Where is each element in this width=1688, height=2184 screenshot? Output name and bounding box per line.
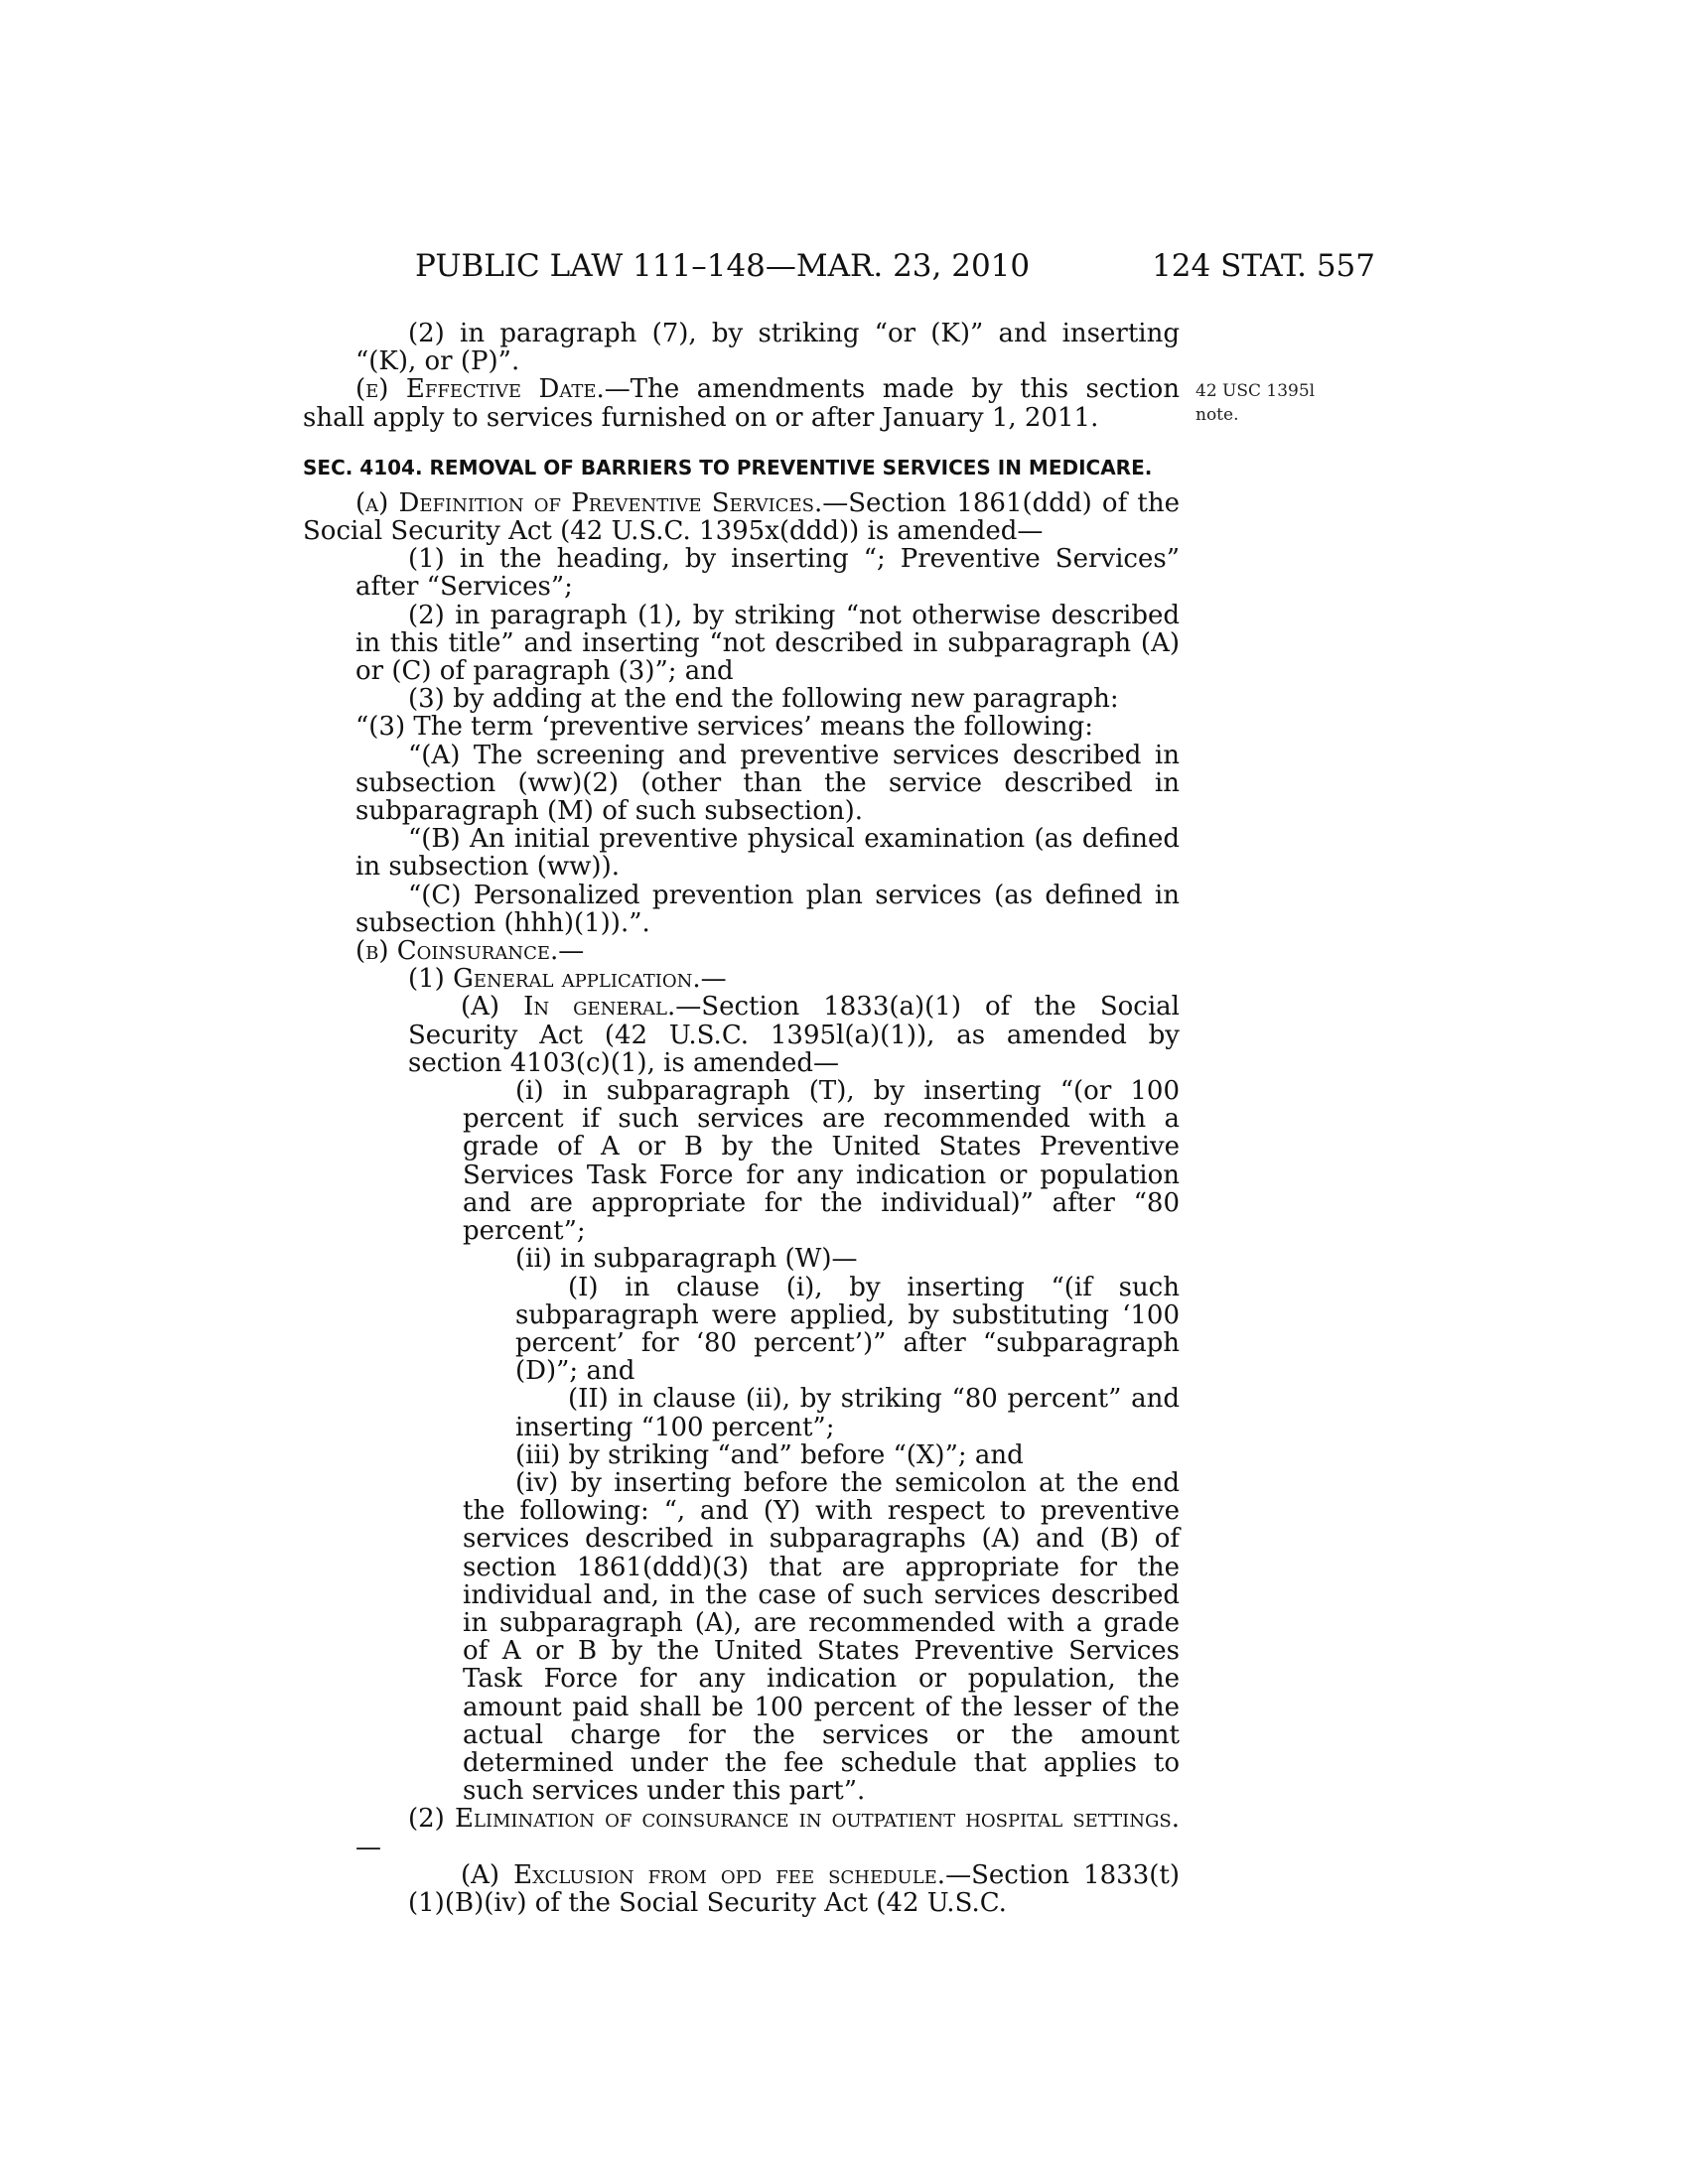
paragraph-text: —Section 1833(a)(1) of the Social Security Act (42 U.S.C. 1395l(a)(1)), as amended by section 4103(c)(1), is amended— [408, 992, 1180, 1078]
paragraph-coinsurance [303, 937, 1180, 965]
paragraph-in-general [303, 993, 1180, 1077]
paragraph: “(B) An initial preventive physical examination (as defined in subsection (ww)). [355, 824, 1180, 883]
paragraph: “(C) Personalized prevention plan services (as defined in subsection (hhh)(1)).”. [355, 880, 1180, 938]
running-head-title: PUBLIC LAW 111–148—MAR. 23, 2010 [415, 248, 1031, 284]
paragraph-general-application [303, 965, 1180, 993]
paragraph-label: (2) Elimination of coinsurance in outpatient hospital settings. [408, 1804, 1180, 1835]
paragraph-label: (b) Coinsurance. [355, 936, 559, 967]
paragraph-elimination [303, 1805, 1180, 1860]
margin-citation-code: 42 USC 1395l [1196, 381, 1316, 401]
margin-citation [1196, 379, 1344, 427]
paragraph-label: (a) Definition of Preventive Services. [355, 487, 823, 518]
paragraph-label: (A) In general. [461, 992, 676, 1023]
paragraph: (2) in paragraph (1), by striking “not otherwise described in this title” and inserting “not described in subparagraph (A) or (C) of paragraph (3)”; and [355, 600, 1180, 687]
paragraph-text: —Section 1833(t)(1)(B)(iv) of the Social Security Act (42 U.S.C. [408, 1859, 1180, 1918]
statute-text [303, 320, 1180, 1917]
paragraph-label: (1) General application. [408, 964, 701, 995]
paragraph: (iv) by inserting before the semicolon at the end the following: “, and (Y) with respect to preventive services described in subparagraphs (A) and (B) of section 1861(ddd)(3) that are appropriate for the individual and, in the case of such services described in subparagraph (A), are recommended with a grade of A or B by the United States Preventive Services Task Force for any indication or population, the amount paid shall be 100 percent of the lesser of the actual charge for the services or the amount determined under the fee schedule that applies to such services under this part”. [463, 1467, 1180, 1807]
paragraph-label: (A) Exclusion from opd fee schedule. [461, 1859, 946, 1890]
paragraph-effective-date [303, 375, 1180, 431]
paragraph-text: — [558, 936, 585, 967]
paragraph: (i) in subparagraph (T), by inserting “(or 100 percent if such services are recommended with a grade of A or B by the United States Preventive Services Task Force for any indication or population and are appropriate for the individual)” after “80 percent”; [463, 1076, 1180, 1247]
paragraph-text: —The amendments made by this section shall apply to services furnished on or after January 1, 2011. [303, 374, 1180, 433]
paragraph-exclusion [303, 1861, 1180, 1917]
paragraph-text: — [700, 964, 727, 995]
paragraph-text: — [355, 1832, 381, 1862]
paragraph: (I) in clause (i), by inserting “(if such subparagraph were applied, by substituting ‘100 percent’ for ‘80 percent’)” after “subparagraph (D)”; and [515, 1272, 1180, 1387]
paragraph: (II) in clause (ii), by striking “80 percent” and inserting “100 percent”; [515, 1384, 1180, 1442]
section-heading: SEC. 4104. REMOVAL OF BARRIERS TO PREVENTIVE SERVICES IN MEDICARE. [303, 455, 1153, 479]
page-number: 124 STAT. 557 [1152, 248, 1375, 284]
paragraph: “(A) The screening and preventive services described in subsection (ww)(2) (other than the service described in subparagraph (M) of such subsection). [355, 740, 1180, 827]
paragraph: “(3) The term ‘preventive services’ means the following: [355, 712, 1093, 743]
running-head [298, 248, 1375, 288]
paragraph: (ii) in subparagraph (W)— [515, 1244, 858, 1275]
paragraph-text: —Section 1861(ddd) of the Social Security Act (42 U.S.C. 1395x(ddd)) is amended— [303, 487, 1180, 547]
paragraph: (1) in the heading, by inserting “; Preventive Services” after “Services”; [355, 544, 1180, 603]
paragraph: (3) by adding at the end the following new paragraph: [408, 684, 1119, 715]
paragraph: (iii) by striking “and” before “(X)”; and [515, 1439, 1024, 1470]
margin-citation-note: note. [1196, 405, 1239, 425]
paragraph-definition [303, 489, 1180, 545]
paragraph: (2) in paragraph (7), by striking “or (K)” and inserting “(K), or (P)”. [355, 319, 1180, 377]
paragraph-label: (e) Effective Date. [355, 374, 605, 405]
